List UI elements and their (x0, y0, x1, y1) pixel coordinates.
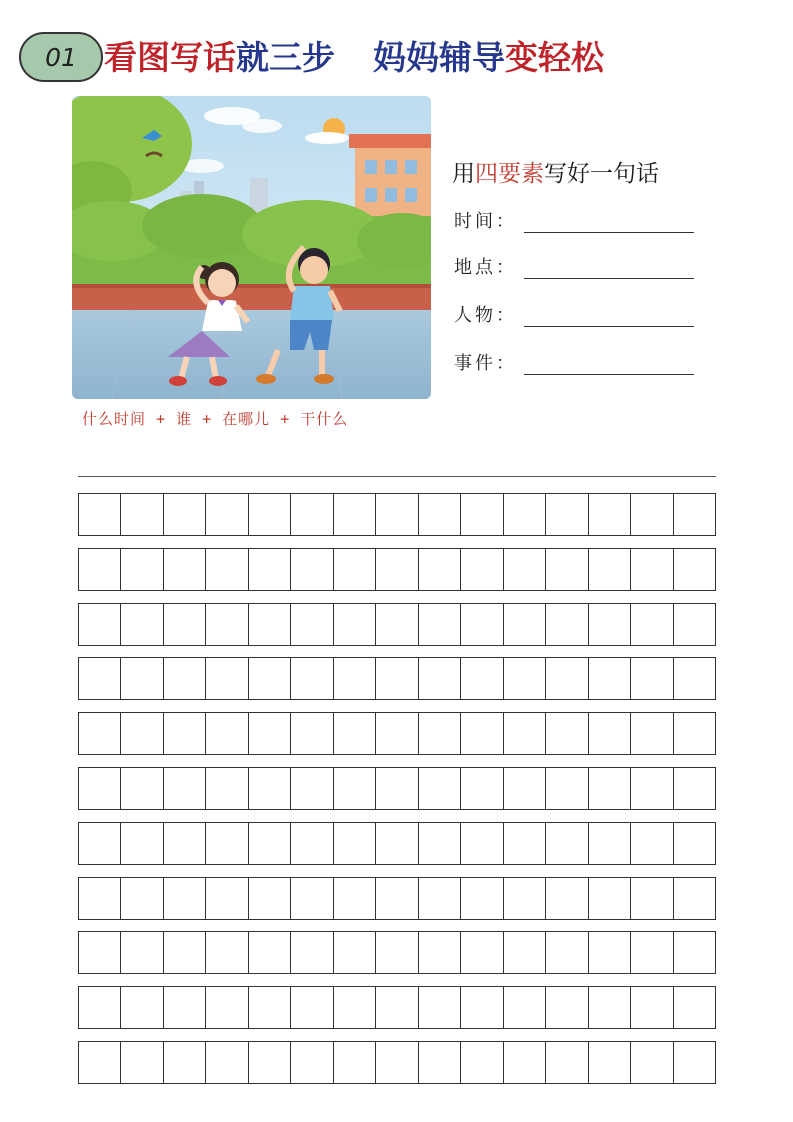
grid-cell[interactable] (376, 712, 418, 755)
grid-cell[interactable] (419, 657, 461, 700)
grid-cell[interactable] (674, 767, 716, 810)
grid-cell[interactable] (79, 712, 121, 755)
grid-cell[interactable] (291, 986, 333, 1029)
grid-cell[interactable] (419, 877, 461, 920)
grid-cell[interactable] (461, 493, 503, 536)
grid-cell[interactable] (546, 712, 588, 755)
grid-cell[interactable] (589, 548, 631, 591)
grid-row (78, 877, 716, 920)
grid-cell[interactable] (291, 1041, 333, 1084)
grid-cell[interactable] (504, 822, 546, 865)
grid-cell[interactable] (674, 822, 716, 865)
grid-cell[interactable] (249, 931, 291, 974)
grid-cell[interactable] (504, 931, 546, 974)
grid-cell[interactable] (79, 548, 121, 591)
grid-cell[interactable] (334, 767, 376, 810)
grid-cell[interactable] (249, 877, 291, 920)
grid-cell[interactable] (334, 603, 376, 646)
illustration-svg (72, 96, 431, 399)
grid-row (78, 603, 716, 646)
grid-cell[interactable] (376, 877, 418, 920)
grid-cell[interactable] (461, 657, 503, 700)
four-elements-caption: 什么时间 + 谁 + 在哪儿 + 干什么 (82, 410, 349, 428)
grid-cell[interactable] (334, 493, 376, 536)
grid-cell[interactable] (249, 1041, 291, 1084)
grid-cell[interactable] (504, 548, 546, 591)
grid-cell[interactable] (631, 548, 673, 591)
grid-cell[interactable] (376, 603, 418, 646)
grid-cell[interactable] (589, 1041, 631, 1084)
grid-cell[interactable] (674, 931, 716, 974)
grid-cell[interactable] (121, 986, 163, 1029)
grid-cell[interactable] (376, 1041, 418, 1084)
grid-cell[interactable] (249, 548, 291, 591)
time-label: 时间： (454, 211, 517, 232)
grid-cell[interactable] (291, 657, 333, 700)
grid-cell[interactable] (631, 986, 673, 1029)
person-field (454, 301, 694, 327)
grid-cell[interactable] (546, 603, 588, 646)
grid-cell[interactable] (334, 657, 376, 700)
grid-cell[interactable] (79, 767, 121, 810)
grid-cell[interactable] (334, 986, 376, 1029)
page-title (104, 36, 604, 80)
person-label: 人物： (454, 305, 517, 326)
grid-cell[interactable] (674, 1041, 716, 1084)
grid-cell[interactable] (674, 603, 716, 646)
grid-cell[interactable] (79, 931, 121, 974)
grid-cell[interactable] (461, 603, 503, 646)
grid-cell[interactable] (334, 822, 376, 865)
grid-cell[interactable] (674, 493, 716, 536)
place-field (454, 253, 694, 279)
grid-cell[interactable] (461, 712, 503, 755)
grid-cell[interactable] (121, 657, 163, 700)
event-answer-line[interactable] (524, 374, 694, 375)
title-part-4: 变轻松 (505, 38, 604, 77)
event-label: 事件： (454, 353, 517, 374)
grid-cell[interactable] (631, 822, 673, 865)
grid-cell[interactable] (206, 603, 248, 646)
grid-cell[interactable] (206, 493, 248, 536)
grid-cell[interactable] (164, 931, 206, 974)
grid-cell[interactable] (419, 712, 461, 755)
grid-row (78, 822, 716, 865)
grid-cell[interactable] (631, 1041, 673, 1084)
grid-cell[interactable] (249, 712, 291, 755)
grid-cell[interactable] (291, 603, 333, 646)
grid-cell[interactable] (376, 822, 418, 865)
grid-cell[interactable] (164, 493, 206, 536)
grid-cell[interactable] (206, 548, 248, 591)
grid-cell[interactable] (589, 767, 631, 810)
grid-cell[interactable] (589, 712, 631, 755)
grid-cell[interactable] (546, 931, 588, 974)
grid-cell[interactable] (206, 822, 248, 865)
grid-cell[interactable] (121, 822, 163, 865)
grid-cell[interactable] (79, 493, 121, 536)
grid-cell[interactable] (376, 986, 418, 1029)
grid-cell[interactable] (589, 657, 631, 700)
grid-cell[interactable] (546, 877, 588, 920)
grid-cell[interactable] (206, 712, 248, 755)
grid-cell[interactable] (674, 712, 716, 755)
grid-cell[interactable] (121, 1041, 163, 1084)
grid-cell[interactable] (504, 986, 546, 1029)
grid-cell[interactable] (461, 1041, 503, 1084)
grid-cell[interactable] (419, 986, 461, 1029)
grid-cell[interactable] (461, 767, 503, 810)
grid-cell[interactable] (674, 548, 716, 591)
grid-cell[interactable] (164, 767, 206, 810)
grid-cell[interactable] (164, 1041, 206, 1084)
grid-cell[interactable] (461, 877, 503, 920)
time-answer-line[interactable] (524, 232, 694, 233)
grid-cell[interactable] (79, 877, 121, 920)
grid-cell[interactable] (291, 548, 333, 591)
grid-cell[interactable] (504, 767, 546, 810)
task-heading-prefix: 用 (452, 161, 475, 187)
grid-cell[interactable] (419, 493, 461, 536)
place-answer-line[interactable] (524, 278, 694, 279)
place-label: 地点： (454, 257, 517, 278)
grid-cell[interactable] (589, 877, 631, 920)
grid-cell[interactable] (461, 548, 503, 591)
grid-cell[interactable] (461, 986, 503, 1029)
grid-cell[interactable] (376, 767, 418, 810)
grid-cell[interactable] (291, 712, 333, 755)
grid-row (78, 657, 716, 700)
grid-cell[interactable] (589, 931, 631, 974)
lesson-number: 01 (45, 42, 77, 72)
grid-cell[interactable] (546, 657, 588, 700)
grid-cell[interactable] (674, 657, 716, 700)
grid-cell[interactable] (589, 822, 631, 865)
grid-cell[interactable] (291, 877, 333, 920)
grid-cell[interactable] (461, 931, 503, 974)
grid-cell[interactable] (461, 822, 503, 865)
grid-cell[interactable] (164, 877, 206, 920)
grid-cell[interactable] (631, 712, 673, 755)
grid-cell[interactable] (334, 1041, 376, 1084)
grid-cell[interactable] (504, 712, 546, 755)
grid-cell[interactable] (164, 603, 206, 646)
title-part-3: 妈妈辅导 (373, 38, 505, 77)
time-field (454, 207, 694, 233)
grid-cell[interactable] (291, 822, 333, 865)
grid-cell[interactable] (376, 548, 418, 591)
grid-cell[interactable] (79, 822, 121, 865)
grid-cell[interactable] (589, 986, 631, 1029)
grid-cell[interactable] (206, 657, 248, 700)
grid-cell[interactable] (589, 493, 631, 536)
children-stretching-illustration (72, 96, 431, 399)
grid-cell[interactable] (291, 493, 333, 536)
grid-row (78, 548, 716, 591)
grid-cell[interactable] (631, 767, 673, 810)
grid-cell[interactable] (546, 1041, 588, 1084)
grid-cell[interactable] (164, 712, 206, 755)
grid-cell[interactable] (121, 712, 163, 755)
grid-cell[interactable] (419, 1041, 461, 1084)
grid-cell[interactable] (631, 877, 673, 920)
grid-cell[interactable] (504, 493, 546, 536)
grid-cell[interactable] (249, 822, 291, 865)
grid-cell[interactable] (334, 712, 376, 755)
grid-cell[interactable] (206, 931, 248, 974)
grid-cell[interactable] (504, 603, 546, 646)
grid-cell[interactable] (376, 493, 418, 536)
title-part-2: 就三步 (236, 38, 335, 77)
grid-row (78, 493, 716, 536)
grid-cell[interactable] (121, 493, 163, 536)
title-part-1: 看图写话 (104, 38, 236, 77)
grid-cell[interactable] (249, 603, 291, 646)
grid-cell[interactable] (546, 548, 588, 591)
grid-cell[interactable] (206, 877, 248, 920)
grid-cell[interactable] (164, 548, 206, 591)
grid-cell[interactable] (249, 493, 291, 536)
grid-cell[interactable] (164, 986, 206, 1029)
grid-cell[interactable] (79, 1041, 121, 1084)
grid-cell[interactable] (419, 931, 461, 974)
grid-cell[interactable] (376, 931, 418, 974)
grid-cell[interactable] (79, 986, 121, 1029)
grid-cell[interactable] (79, 657, 121, 700)
grid-cell[interactable] (334, 548, 376, 591)
section-divider (78, 476, 716, 477)
grid-cell[interactable] (164, 657, 206, 700)
grid-cell[interactable] (121, 931, 163, 974)
grid-cell[interactable] (419, 603, 461, 646)
grid-row (78, 1041, 716, 1084)
grid-cell[interactable] (631, 931, 673, 974)
grid-cell[interactable] (419, 548, 461, 591)
grid-cell[interactable] (546, 493, 588, 536)
grid-cell[interactable] (121, 603, 163, 646)
grid-cell[interactable] (121, 767, 163, 810)
grid-cell[interactable] (546, 986, 588, 1029)
grid-cell[interactable] (334, 931, 376, 974)
grid-cell[interactable] (674, 986, 716, 1029)
grid-row (78, 712, 716, 755)
grid-cell[interactable] (376, 657, 418, 700)
grid-cell[interactable] (79, 603, 121, 646)
grid-cell[interactable] (546, 822, 588, 865)
task-heading (452, 155, 659, 188)
grid-row (78, 767, 716, 810)
grid-cell[interactable] (589, 603, 631, 646)
grid-cell[interactable] (631, 603, 673, 646)
task-heading-suffix: 写好一句话 (544, 161, 659, 187)
grid-cell[interactable] (419, 822, 461, 865)
grid-cell[interactable] (206, 986, 248, 1029)
grid-cell[interactable] (291, 931, 333, 974)
grid-cell[interactable] (504, 657, 546, 700)
grid-cell[interactable] (164, 822, 206, 865)
grid-cell[interactable] (631, 657, 673, 700)
grid-cell[interactable] (631, 493, 673, 536)
lesson-number-badge (19, 32, 103, 82)
grid-cell[interactable] (291, 767, 333, 810)
grid-cell[interactable] (674, 877, 716, 920)
grid-cell[interactable] (419, 767, 461, 810)
person-answer-line[interactable] (524, 326, 694, 327)
event-field (454, 349, 694, 375)
grid-cell[interactable] (121, 877, 163, 920)
grid-cell[interactable] (546, 767, 588, 810)
grid-cell[interactable] (504, 1041, 546, 1084)
grid-cell[interactable] (206, 767, 248, 810)
grid-cell[interactable] (249, 767, 291, 810)
grid-cell[interactable] (249, 657, 291, 700)
grid-cell[interactable] (249, 986, 291, 1029)
grid-cell[interactable] (504, 877, 546, 920)
grid-cell[interactable] (334, 877, 376, 920)
grid-row (78, 986, 716, 1029)
task-heading-highlight: 四要素 (475, 161, 544, 187)
grid-row (78, 931, 716, 974)
grid-cell[interactable] (206, 1041, 248, 1084)
grid-cell[interactable] (121, 548, 163, 591)
